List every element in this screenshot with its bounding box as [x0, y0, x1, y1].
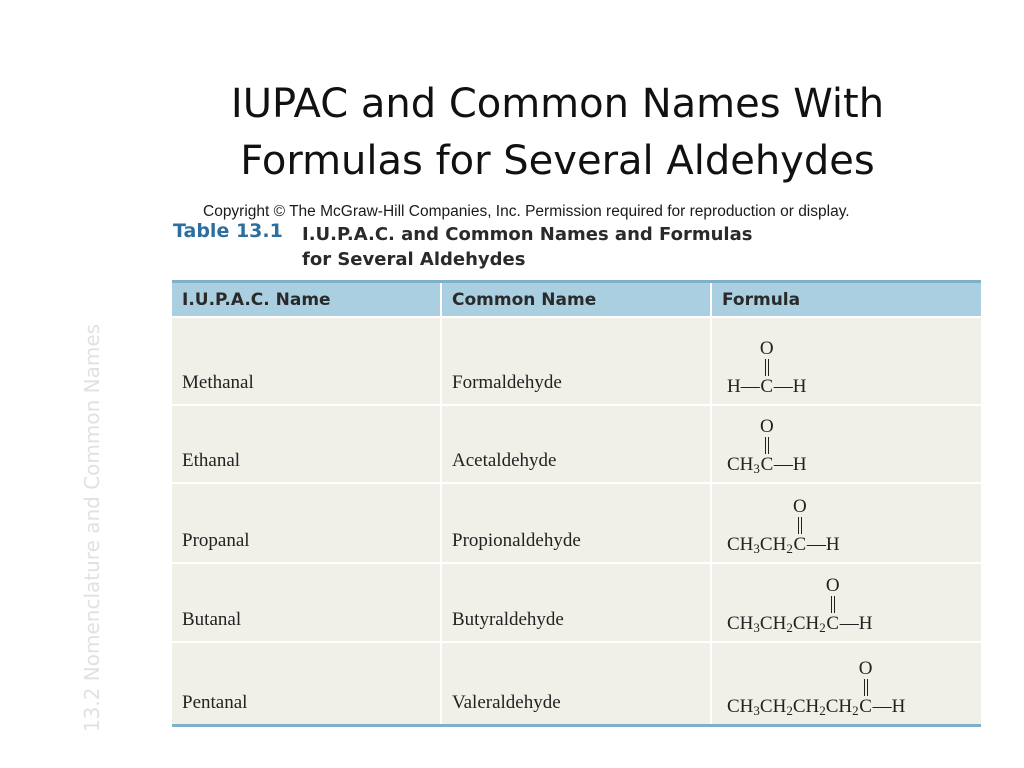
- formula-group: CH: [759, 695, 787, 717]
- formula-group: CH: [759, 613, 787, 634]
- common-name-cell: Butyraldehyde: [441, 563, 711, 642]
- formula-group: CH: [792, 695, 820, 717]
- table-body: [172, 317, 981, 725]
- formula-subscript: 2: [786, 702, 793, 718]
- formula-subscript: 3: [753, 620, 760, 635]
- carbonyl-carbon: [858, 657, 873, 718]
- carbon-atom: C: [760, 376, 774, 397]
- formula-suffix: —H: [839, 613, 873, 634]
- common-name-cell: Valeraldehyde: [441, 642, 711, 725]
- formula-subscript: 2: [819, 620, 826, 635]
- formula-main-line: [727, 338, 807, 397]
- formula-group: CH: [727, 695, 754, 717]
- formula-suffix: —H: [773, 454, 807, 475]
- formula-main-line: [727, 416, 807, 476]
- formula-group: H—: [727, 376, 760, 397]
- structural-formula: [727, 571, 872, 635]
- slide-title: [190, 76, 925, 190]
- iupac-name-cell: Methanal: [172, 317, 441, 405]
- carbonyl-oxygen-group: [793, 497, 807, 534]
- formula-group: CH: [727, 454, 754, 475]
- copyright-notice: Copyright © The McGraw-Hill Companies, Inc. Permission required for reproduction or display.: [203, 203, 850, 220]
- common-name-cell: Formaldehyde: [441, 317, 711, 405]
- formula-main-line: [727, 657, 906, 718]
- carbonyl-oxygen-group: [826, 576, 840, 613]
- oxygen-atom: O: [759, 338, 774, 359]
- table-caption-line-2: for Several Aldehydes: [302, 249, 526, 270]
- table-row: [172, 317, 981, 405]
- carbonyl-carbon: [759, 338, 774, 398]
- header-formula: Formula: [711, 282, 981, 318]
- carbon-atom: C: [826, 613, 840, 634]
- structural-formula: [727, 492, 840, 556]
- formula-cell: [711, 563, 981, 642]
- double-bond: [864, 679, 868, 696]
- carbonyl-carbon: [792, 496, 807, 556]
- oxygen-atom: O: [792, 496, 807, 517]
- table-number: Table 13.1: [173, 220, 283, 242]
- formula-suffix: —H: [806, 534, 840, 555]
- carbonyl-carbon: [760, 416, 774, 476]
- formula-subscript: 2: [786, 541, 793, 556]
- formula-subscript: 3: [753, 461, 760, 476]
- carbon-atom: C: [859, 695, 872, 717]
- formula-subscript: 2: [819, 702, 826, 718]
- formula-group: CH: [825, 695, 853, 717]
- carbonyl-oxygen-group: [760, 417, 774, 454]
- double-bond: [831, 596, 835, 613]
- table-row: [172, 405, 981, 483]
- formula-group: CH: [727, 613, 754, 634]
- vertical-section-label: 13.2 Nomenclature and Common Names: [80, 323, 104, 733]
- formula-group: CH: [727, 534, 754, 555]
- table-header-row: [172, 282, 981, 318]
- header-iupac-name: I.U.P.A.C. Name: [172, 282, 441, 318]
- double-bond: [765, 359, 769, 376]
- table-caption-line-1: I.U.P.A.C. and Common Names and Formulas: [302, 224, 753, 245]
- slide-title-line-2: Formulas for Several Aldehydes: [240, 138, 875, 184]
- double-bond: [798, 517, 802, 534]
- table-row: [172, 642, 981, 725]
- table-caption: [302, 222, 822, 272]
- double-bond: [765, 437, 769, 454]
- structural-formula: [727, 334, 806, 398]
- formula-subscript: 3: [753, 541, 760, 556]
- formula-cell: [711, 642, 981, 725]
- structural-formula: [727, 412, 807, 476]
- common-name-cell: Propionaldehyde: [441, 483, 711, 563]
- header-common-name: Common Name: [441, 282, 711, 318]
- slide-title-line-1: IUPAC and Common Names With: [230, 81, 885, 127]
- formula-cell: [711, 483, 981, 563]
- oxygen-atom: O: [760, 416, 774, 437]
- formula-cell: [711, 405, 981, 483]
- formula-suffix: —H: [773, 376, 807, 397]
- formula-main-line: [727, 496, 840, 556]
- carbonyl-oxygen-group: [859, 659, 873, 696]
- carbon-atom: C: [793, 534, 807, 555]
- table-row: [172, 563, 981, 642]
- formula-main-line: [727, 575, 873, 635]
- carbonyl-oxygen-group: [760, 339, 774, 376]
- table-row: [172, 483, 981, 563]
- iupac-name-cell: Propanal: [172, 483, 441, 563]
- formula-suffix: —H: [872, 695, 906, 717]
- oxygen-atom: O: [825, 575, 840, 596]
- aldehyde-table: [172, 280, 981, 727]
- iupac-name-cell: Ethanal: [172, 405, 441, 483]
- structural-formula: [727, 654, 905, 718]
- formula-subscript: 3: [753, 702, 760, 718]
- formula-group: CH: [792, 613, 820, 634]
- carbonyl-carbon: [825, 575, 840, 635]
- oxygen-atom: O: [858, 657, 873, 679]
- common-name-cell: Acetaldehyde: [441, 405, 711, 483]
- formula-subscript: 2: [786, 620, 793, 635]
- formula-cell: [711, 317, 981, 405]
- formula-group: CH: [759, 534, 787, 555]
- carbon-atom: C: [760, 454, 774, 475]
- iupac-name-cell: Butanal: [172, 563, 441, 642]
- iupac-name-cell: Pentanal: [172, 642, 441, 725]
- formula-subscript: 2: [852, 702, 859, 718]
